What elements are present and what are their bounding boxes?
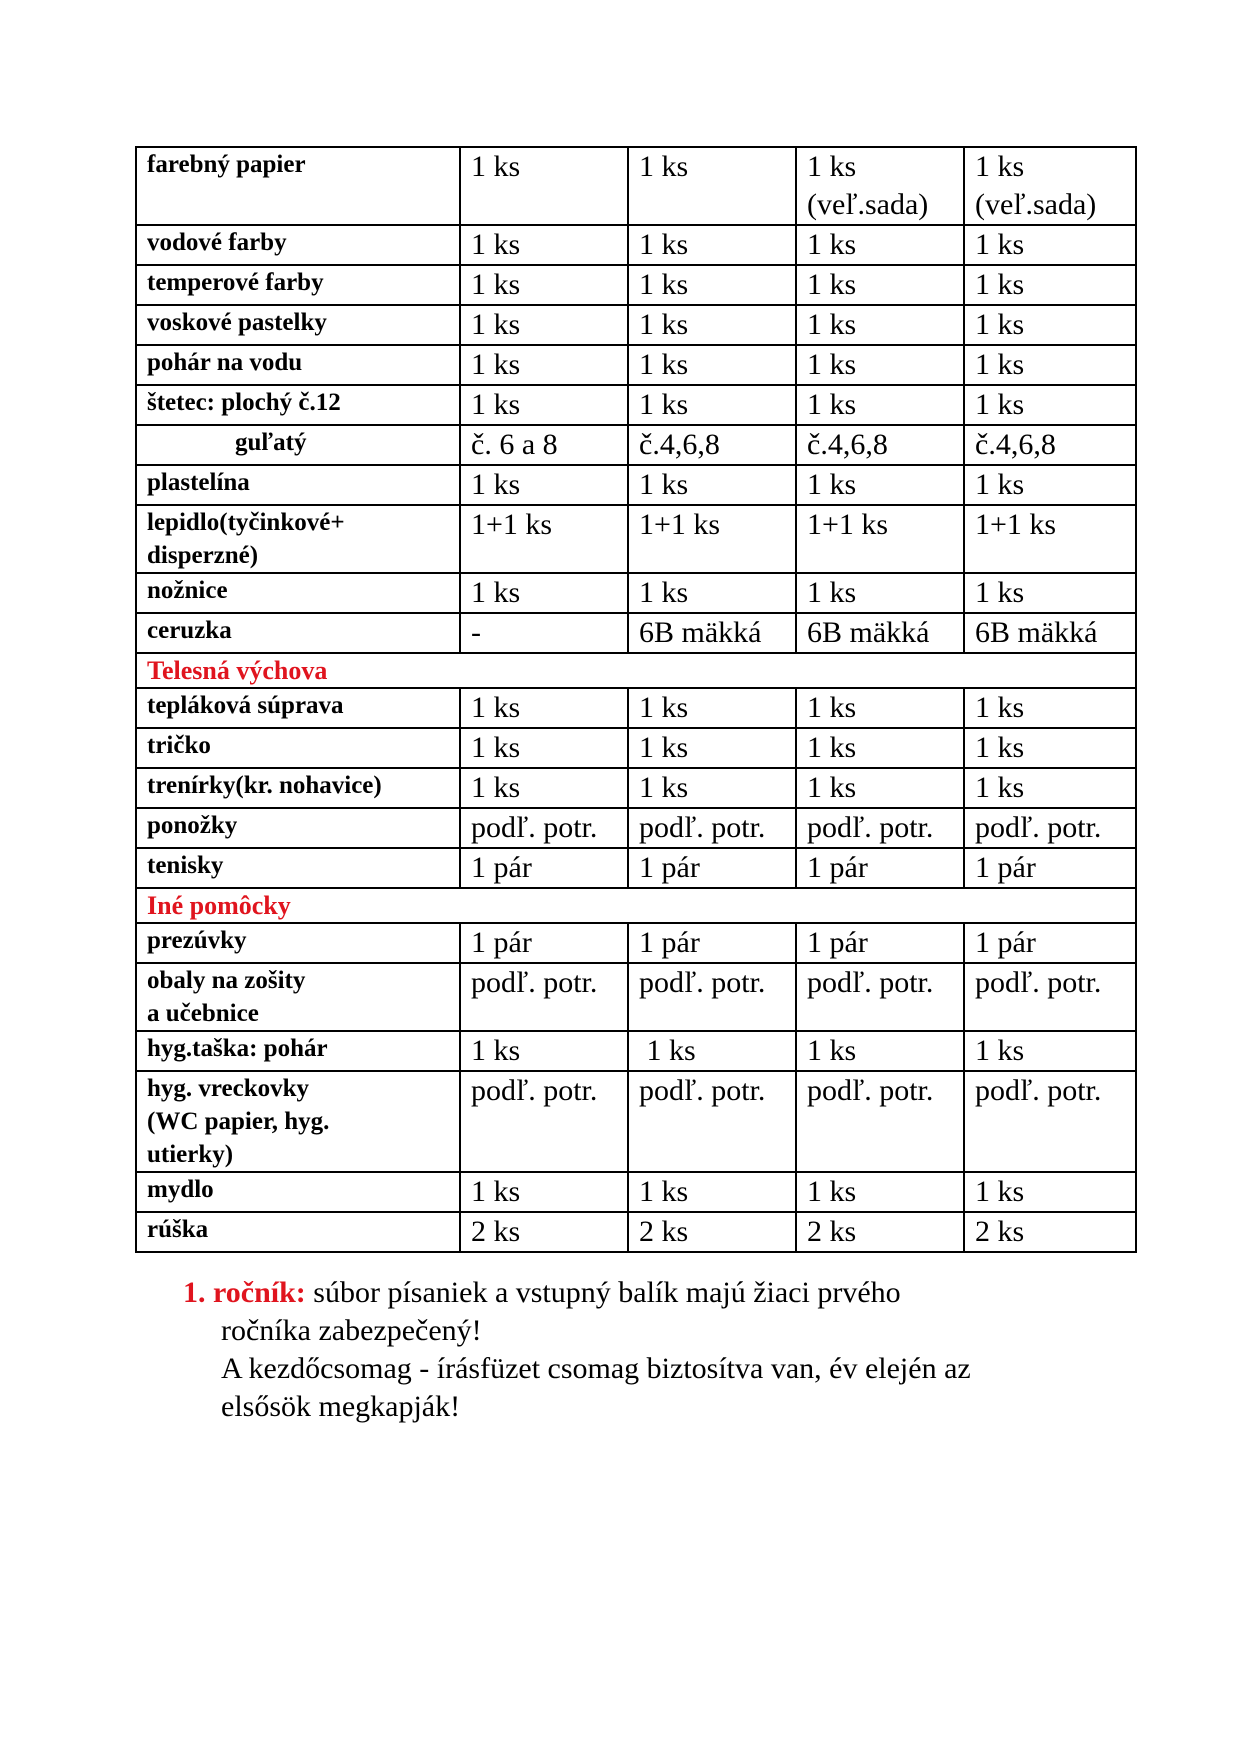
item-name: temperové farby bbox=[136, 265, 460, 305]
table-row bbox=[136, 265, 1136, 305]
quantity-cell: 6B mäkká bbox=[628, 613, 796, 653]
item-name: voskové pastelky bbox=[136, 305, 460, 345]
section-heading: Iné pomôcky bbox=[136, 888, 1136, 923]
item-name: ponožky bbox=[136, 808, 460, 848]
quantity-cell: č.4,6,8 bbox=[628, 425, 796, 465]
quantity-cell: podľ. potr. bbox=[964, 963, 1136, 1031]
quantity-cell: 2 ks bbox=[628, 1212, 796, 1252]
quantity-cell: 6B mäkká bbox=[964, 613, 1136, 653]
quantity-cell: 1 ks bbox=[628, 573, 796, 613]
section-row bbox=[136, 888, 1136, 923]
quantity-cell: 1 ks bbox=[964, 265, 1136, 305]
quantity-cell: 1 ks bbox=[628, 1172, 796, 1212]
table-row bbox=[136, 1031, 1136, 1071]
table-row bbox=[136, 688, 1136, 728]
table-row bbox=[136, 225, 1136, 265]
quantity-cell: 1 ks bbox=[796, 345, 964, 385]
item-name: nožnice bbox=[136, 573, 460, 613]
quantity-cell: 1 ks bbox=[460, 1172, 628, 1212]
quantity-cell: č.4,6,8 bbox=[796, 425, 964, 465]
quantity-cell: 1 ks bbox=[628, 225, 796, 265]
quantity-cell: podľ. potr. bbox=[796, 1071, 964, 1172]
quantity-cell: 1 ks bbox=[796, 465, 964, 505]
item-name: hyg.taška: pohár bbox=[136, 1031, 460, 1071]
table-row bbox=[136, 728, 1136, 768]
quantity-cell: 1 ks bbox=[796, 768, 964, 808]
section-heading: Telesná výchova bbox=[136, 653, 1136, 688]
quantity-cell: 1 ks bbox=[964, 305, 1136, 345]
table-row bbox=[136, 1071, 1136, 1172]
quantity-cell: 1 ks bbox=[964, 688, 1136, 728]
table-row bbox=[136, 848, 1136, 888]
item-name: tričko bbox=[136, 728, 460, 768]
quantity-cell: 1 ks bbox=[796, 1172, 964, 1212]
table-row bbox=[136, 385, 1136, 425]
quantity-cell: 1 ks bbox=[460, 305, 628, 345]
table-row bbox=[136, 613, 1136, 653]
item-name: ceruzka bbox=[136, 613, 460, 653]
table-row bbox=[136, 147, 1136, 225]
quantity-cell: 1 pár bbox=[796, 923, 964, 963]
quantity-cell: 1 ks bbox=[628, 1031, 796, 1071]
quantity-cell: 1 pár bbox=[628, 848, 796, 888]
quantity-cell: 1 ks bbox=[964, 573, 1136, 613]
quantity-cell: 1 ks bbox=[460, 465, 628, 505]
quantity-cell: 2 ks bbox=[796, 1212, 964, 1252]
item-name: guľatý bbox=[136, 425, 460, 465]
quantity-cell: 1 pár bbox=[460, 923, 628, 963]
item-name: pohár na vodu bbox=[136, 345, 460, 385]
quantity-cell: 1 ks bbox=[964, 728, 1136, 768]
quantity-cell: podľ. potr. bbox=[628, 963, 796, 1031]
quantity-cell: 1 ks bbox=[628, 305, 796, 345]
quantity-cell: 1 ks bbox=[460, 1031, 628, 1071]
quantity-cell: 1 pár bbox=[796, 848, 964, 888]
table-row bbox=[136, 425, 1136, 465]
quantity-cell: 1+1 ks bbox=[628, 505, 796, 573]
table-row bbox=[136, 923, 1136, 963]
quantity-cell: 1 ks bbox=[796, 688, 964, 728]
quantity-cell: č.4,6,8 bbox=[964, 425, 1136, 465]
quantity-cell: 1 ks bbox=[964, 465, 1136, 505]
quantity-cell: 1 ks bbox=[460, 345, 628, 385]
quantity-cell: 1 ks bbox=[964, 768, 1136, 808]
quantity-cell: 1+1 ks bbox=[964, 505, 1136, 573]
quantity-cell: 2 ks bbox=[460, 1212, 628, 1252]
quantity-cell: 6B mäkká bbox=[796, 613, 964, 653]
quantity-cell: 1 ks bbox=[796, 305, 964, 345]
first-grade-note bbox=[183, 1274, 1103, 1426]
supplies-table bbox=[135, 146, 1137, 1253]
note-label: ročník: bbox=[213, 1276, 306, 1309]
table-row bbox=[136, 345, 1136, 385]
quantity-cell: 1 ks bbox=[628, 345, 796, 385]
item-name: prezúvky bbox=[136, 923, 460, 963]
item-name: farebný papier bbox=[136, 147, 460, 225]
quantity-cell: 1 ks bbox=[796, 728, 964, 768]
quantity-cell: 1 ks bbox=[628, 265, 796, 305]
quantity-cell: 1 ks (veľ.sada) bbox=[796, 147, 964, 225]
quantity-cell: 2 ks bbox=[964, 1212, 1136, 1252]
item-name: štetec: plochý č.12 bbox=[136, 385, 460, 425]
quantity-cell: podľ. potr. bbox=[628, 1071, 796, 1172]
quantity-cell: 1 ks bbox=[796, 385, 964, 425]
table-row bbox=[136, 1172, 1136, 1212]
quantity-cell: 1 ks bbox=[628, 385, 796, 425]
quantity-cell: 1 ks bbox=[460, 385, 628, 425]
quantity-cell: podľ. potr. bbox=[460, 808, 628, 848]
quantity-cell: - bbox=[460, 613, 628, 653]
table-row bbox=[136, 768, 1136, 808]
item-name: plastelína bbox=[136, 465, 460, 505]
quantity-cell: 1 pár bbox=[460, 848, 628, 888]
quantity-cell: podľ. potr. bbox=[628, 808, 796, 848]
quantity-cell: 1 ks bbox=[460, 265, 628, 305]
section-row bbox=[136, 653, 1136, 688]
note-text-1: súbor písaniek a vstupný balík majú žiaci prvého bbox=[305, 1276, 901, 1309]
quantity-cell: podľ. potr. bbox=[796, 808, 964, 848]
table-row bbox=[136, 573, 1136, 613]
table-row bbox=[136, 505, 1136, 573]
quantity-cell: 1 ks bbox=[460, 147, 628, 225]
quantity-cell: 1 ks bbox=[628, 688, 796, 728]
table-row bbox=[136, 465, 1136, 505]
quantity-cell: 1 ks (veľ.sada) bbox=[964, 147, 1136, 225]
quantity-cell: 1 ks bbox=[460, 728, 628, 768]
quantity-cell: 1 ks bbox=[628, 465, 796, 505]
table-row bbox=[136, 808, 1136, 848]
quantity-cell: 1 ks bbox=[628, 768, 796, 808]
table-row bbox=[136, 963, 1136, 1031]
quantity-cell: 1+1 ks bbox=[460, 505, 628, 573]
quantity-cell: č. 6 a 8 bbox=[460, 425, 628, 465]
item-name: tenisky bbox=[136, 848, 460, 888]
quantity-cell: 1 ks bbox=[628, 728, 796, 768]
item-name: mydlo bbox=[136, 1172, 460, 1212]
quantity-cell: podľ. potr. bbox=[460, 1071, 628, 1172]
quantity-cell: podľ. potr. bbox=[460, 963, 628, 1031]
table-row bbox=[136, 305, 1136, 345]
quantity-cell: 1 ks bbox=[796, 1031, 964, 1071]
note-text-3: A kezdőcsomag - írásfüzet csomag biztosítva van, év elején az bbox=[221, 1352, 971, 1385]
item-name: trenírky(kr. nohavice) bbox=[136, 768, 460, 808]
quantity-cell: 1 ks bbox=[460, 225, 628, 265]
item-name: lepidlo(tyčinkové+ disperzné) bbox=[136, 505, 460, 573]
note-text-2: ročníka zabezpečený! bbox=[221, 1314, 482, 1347]
quantity-cell: 1 ks bbox=[796, 265, 964, 305]
quantity-cell: 1 ks bbox=[964, 345, 1136, 385]
quantity-cell: 1 ks bbox=[460, 688, 628, 728]
note-number: 1. bbox=[183, 1276, 206, 1309]
quantity-cell: 1 ks bbox=[796, 225, 964, 265]
supplies-table-body bbox=[136, 147, 1136, 1252]
quantity-cell: 1 pár bbox=[964, 923, 1136, 963]
quantity-cell: podľ. potr. bbox=[796, 963, 964, 1031]
item-name: obaly na zošity a učebnice bbox=[136, 963, 460, 1031]
quantity-cell: 1+1 ks bbox=[796, 505, 964, 573]
quantity-cell: 1 ks bbox=[460, 768, 628, 808]
quantity-cell: 1 ks bbox=[796, 573, 964, 613]
quantity-cell: 1 ks bbox=[964, 1031, 1136, 1071]
item-name: tepláková súprava bbox=[136, 688, 460, 728]
quantity-cell: 1 ks bbox=[964, 385, 1136, 425]
quantity-cell: 1 ks bbox=[964, 1172, 1136, 1212]
item-name: hyg. vreckovky (WC papier, hyg. utierky) bbox=[136, 1071, 460, 1172]
quantity-cell: 1 pár bbox=[628, 923, 796, 963]
quantity-cell: 1 ks bbox=[964, 225, 1136, 265]
note-text-4: elsősök megkapják! bbox=[221, 1390, 461, 1423]
item-name: rúška bbox=[136, 1212, 460, 1252]
quantity-cell: 1 ks bbox=[460, 573, 628, 613]
item-name: vodové farby bbox=[136, 225, 460, 265]
quantity-cell: podľ. potr. bbox=[964, 1071, 1136, 1172]
quantity-cell: 1 pár bbox=[964, 848, 1136, 888]
table-row bbox=[136, 1212, 1136, 1252]
quantity-cell: podľ. potr. bbox=[964, 808, 1136, 848]
quantity-cell: 1 ks bbox=[628, 147, 796, 225]
